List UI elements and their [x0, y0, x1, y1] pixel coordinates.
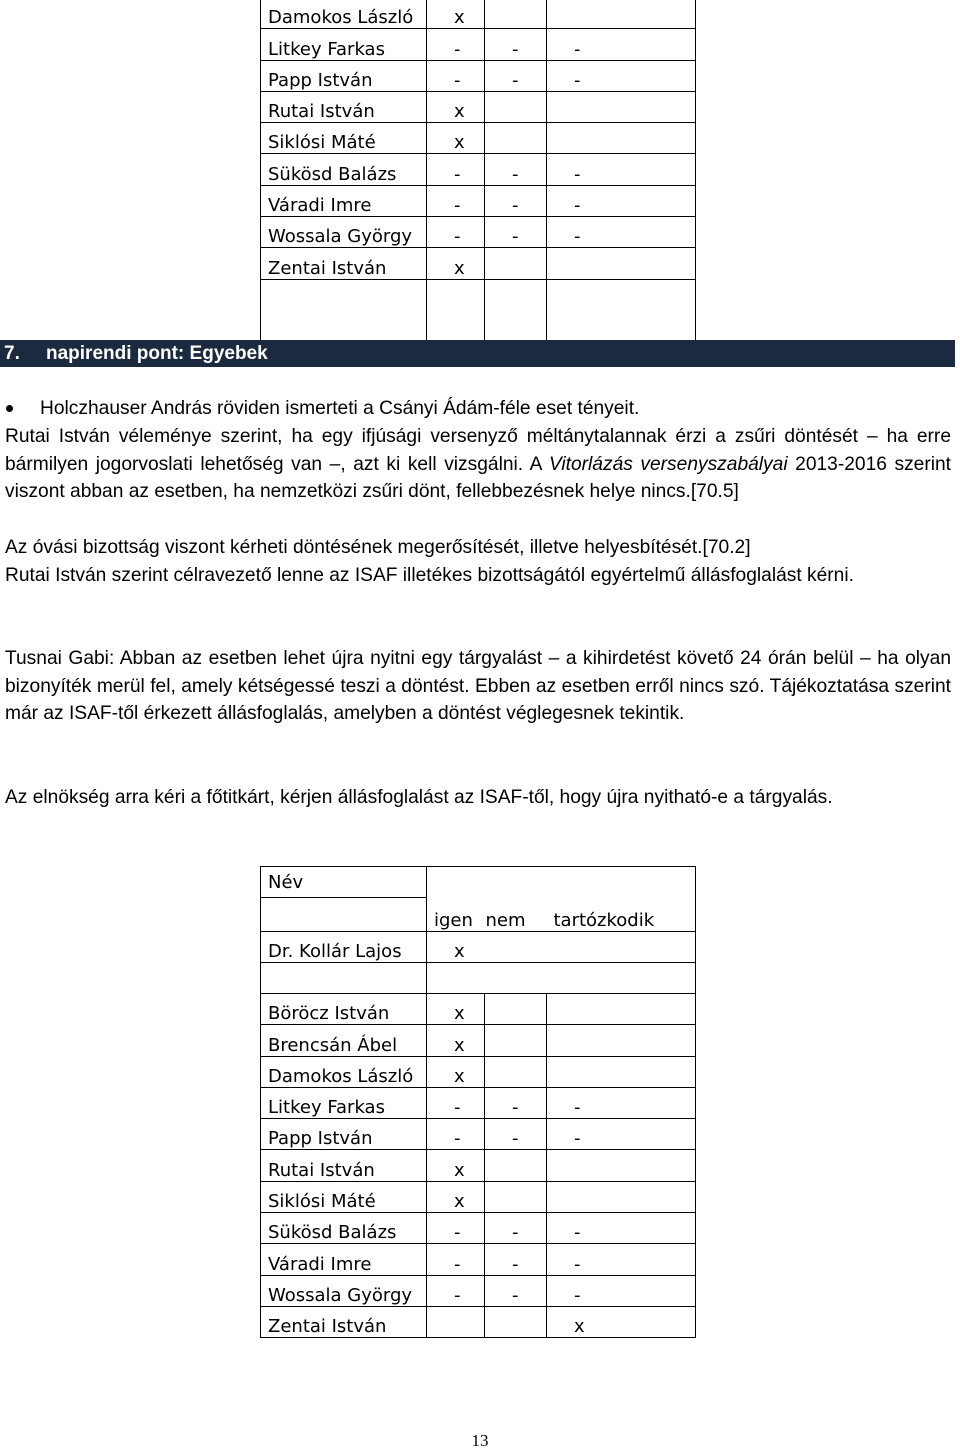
name-cell: Wossala György — [261, 1275, 427, 1306]
vote-cell-abstain: - — [547, 1275, 696, 1306]
vote-cell-abstain: - — [547, 29, 696, 60]
vote-cell-abstain — [547, 1150, 696, 1181]
name-cell: Damokos László — [261, 0, 427, 29]
vote-cell-abstain — [547, 279, 696, 343]
table-row — [261, 994, 696, 1025]
vote-cell-abstain — [547, 248, 696, 279]
paragraph-tusnai: Tusnai Gabi: Abban az esetben lehet újra nyitni egy tárgyalást – a kihirdetést követő 24 órán belül – ha olyan bizonyíték merül fel, amely kétségessé teszi a döntést. Ebben az esetben erről nincs szó. Tájékoztatása szerint már az ISAF-től érkezett állásfoglalás, amelyben a döntést véglegesnek tekintik. — [5, 648, 951, 725]
name-cell: Litkey Farkas — [261, 1087, 427, 1118]
paragraph-protest-committee: Az óvási bizottság viszont kérheti döntésének megerősítését, illetve helyesbítését.[70.2] — [5, 537, 751, 558]
table-row — [261, 60, 696, 91]
name-cell: Papp István — [261, 1119, 427, 1150]
table-row — [261, 0, 696, 29]
table-header-row — [261, 898, 696, 932]
vote-cell-yes — [427, 1306, 485, 1337]
vote-cell-no — [485, 1150, 547, 1181]
vote-cell-yes: - — [427, 1213, 485, 1244]
bullet-dot-icon — [6, 405, 13, 412]
table-row — [261, 1275, 696, 1306]
header-name-cell: Név — [261, 867, 427, 898]
paragraph-isaf-suggestion: Rutai István szerint célravezető lenne az ISAF illetékes bizottságától egyértelmű állásfoglalást kérni. — [5, 565, 854, 586]
vote-cell-no — [485, 248, 547, 279]
vote-cell-yes: - — [427, 29, 485, 60]
header-spacer-cell — [427, 867, 696, 898]
vote-cell-abstain — [547, 1056, 696, 1087]
vote-cell-abstain — [547, 994, 696, 1025]
name-cell: Sükösd Balázs — [261, 1213, 427, 1244]
table-row — [261, 1056, 696, 1087]
header-no: nem — [485, 898, 547, 932]
vote-cell-abstain — [547, 0, 696, 29]
table-row — [261, 29, 696, 60]
vote-cell-abstain — [547, 1181, 696, 1212]
name-cell: Brencsán Ábel — [261, 1025, 427, 1056]
vote-cell-no: - — [485, 217, 547, 248]
table-row — [261, 154, 696, 185]
vote-cell-no: - — [485, 1119, 547, 1150]
vote-cell-no: - — [485, 1244, 547, 1275]
rulebook-title: Vitorlázás versenyszabályai — [548, 453, 788, 475]
table-row — [261, 1181, 696, 1212]
vote-cell-yes: - — [427, 217, 485, 248]
vote-cell — [547, 932, 696, 963]
table-row — [261, 1306, 696, 1337]
vote-cell-no — [485, 1306, 547, 1337]
bullet-item — [40, 395, 639, 423]
name-cell: Siklósi Máté — [261, 123, 427, 154]
vote-cell-abstain: - — [547, 154, 696, 185]
vote-cell-yes: - — [427, 1275, 485, 1306]
name-cell: Váradi Imre — [261, 185, 427, 216]
name-cell: Damokos László — [261, 1056, 427, 1087]
name-cell: Papp István — [261, 60, 427, 91]
vote-cell-no — [485, 1181, 547, 1212]
vote-cell-abstain: - — [547, 60, 696, 91]
name-cell: Rutai István — [261, 1150, 427, 1181]
table-row — [261, 1244, 696, 1275]
vote-cell-no: - — [485, 1087, 547, 1118]
vote-cell — [485, 932, 547, 963]
table-header-row — [261, 867, 696, 898]
name-cell — [261, 279, 427, 343]
name-cell: Dr. Kollár Lajos — [261, 932, 427, 963]
vote-cell-no — [485, 1025, 547, 1056]
name-cell — [261, 963, 427, 994]
vote-cell-yes: - — [427, 154, 485, 185]
vote-cell-no: - — [485, 60, 547, 91]
section-header — [0, 340, 955, 367]
vote-table-continued — [260, 0, 696, 344]
table-row — [261, 932, 696, 963]
paragraph-rutai-opinion — [5, 423, 951, 506]
vote-cell-abstain — [547, 91, 696, 122]
table-row — [261, 1025, 696, 1056]
vote-cell-abstain: - — [547, 1213, 696, 1244]
paragraph-text: Rutai István véleménye szerint, ha egy ifjúsági versenyző méltánytalannak érzi a zsűri döntését – ha erre bármilyen jogorvoslati lehetőség van –, azt ki kell vizsgálni. A — [5, 426, 951, 475]
vote-cell-yes: - — [427, 185, 485, 216]
vote-cell-abstain — [547, 123, 696, 154]
vote-cell-no — [485, 994, 547, 1025]
vote-cell-no — [485, 279, 547, 343]
vote-cell-yes — [427, 279, 485, 343]
bullet-text: Holczhauser András röviden ismerteti a Csányi Ádám-féle eset tényeit. — [40, 398, 640, 419]
page-number: 13 — [471, 1431, 489, 1450]
name-cell: Litkey Farkas — [261, 29, 427, 60]
vote-cell-abstain: - — [547, 1244, 696, 1275]
vote-cell-no — [485, 91, 547, 122]
table-row — [261, 248, 696, 279]
vote-cell-no — [485, 1056, 547, 1087]
vote-cell-no: - — [485, 29, 547, 60]
vote-cell-abstain: - — [547, 217, 696, 248]
vote-cell-yes: x — [427, 1025, 485, 1056]
table-row — [261, 1119, 696, 1150]
table-row — [261, 123, 696, 154]
table-row — [261, 279, 696, 343]
header-yes: igen — [427, 898, 485, 932]
section-title: napirendi pont: Egyebek — [46, 343, 268, 364]
vote-cell-yes: x — [427, 91, 485, 122]
vote-cell-yes: x — [427, 1056, 485, 1087]
vote-table — [260, 866, 696, 1338]
name-cell: Böröcz István — [261, 994, 427, 1025]
vote-cell-yes: x — [427, 994, 485, 1025]
vote-cell-abstain: - — [547, 1087, 696, 1118]
vote-cell-yes: - — [427, 60, 485, 91]
vote-cell-no: - — [485, 185, 547, 216]
vote-cell-yes: x — [427, 0, 485, 29]
vote-cell-abstain: x — [547, 1306, 696, 1337]
name-cell: Zentai István — [261, 1306, 427, 1337]
paragraph-text: 2013-2016 szerint viszont abban az esetben, ha nemzetközi zsűri dönt, fellebbezésnek helye nincs.[70.5] — [5, 453, 952, 503]
vote-cell — [427, 963, 696, 994]
vote-cell-no: - — [485, 1213, 547, 1244]
vote-cell-yes: x — [427, 248, 485, 279]
name-cell: Váradi Imre — [261, 1244, 427, 1275]
vote-cell-yes: - — [427, 1244, 485, 1275]
vote-cell-yes: - — [427, 1119, 485, 1150]
vote-cell: x — [427, 932, 485, 963]
header-abstain: tartózkodik — [547, 898, 696, 932]
name-cell: Siklósi Máté — [261, 1181, 427, 1212]
header-name-cell-empty — [261, 898, 427, 932]
vote-cell-yes: - — [427, 1087, 485, 1118]
vote-cell-no: - — [485, 1275, 547, 1306]
name-cell: Rutai István — [261, 91, 427, 122]
section-number: 7. — [4, 343, 20, 364]
vote-cell-abstain — [547, 1025, 696, 1056]
vote-cell-no — [485, 123, 547, 154]
name-cell: Zentai István — [261, 248, 427, 279]
table-row — [261, 217, 696, 248]
vote-cell-yes: x — [427, 1150, 485, 1181]
vote-cell-abstain: - — [547, 1119, 696, 1150]
table-row — [261, 1087, 696, 1118]
vote-cell-yes: x — [427, 1181, 485, 1212]
vote-cell-no — [485, 0, 547, 29]
vote-cell-no: - — [485, 154, 547, 185]
vote-cell-yes: x — [427, 123, 485, 154]
table-row-empty — [261, 963, 696, 994]
name-cell: Sükösd Balázs — [261, 154, 427, 185]
table-row — [261, 91, 696, 122]
paragraph-board-request: Az elnökség arra kéri a főtitkárt, kérjen állásfoglalást az ISAF-től, hogy újra nyitható-e a tárgyalás. — [5, 787, 833, 808]
table-row — [261, 1213, 696, 1244]
table-row — [261, 185, 696, 216]
vote-cell-abstain: - — [547, 185, 696, 216]
name-cell: Wossala György — [261, 217, 427, 248]
table-row — [261, 1150, 696, 1181]
